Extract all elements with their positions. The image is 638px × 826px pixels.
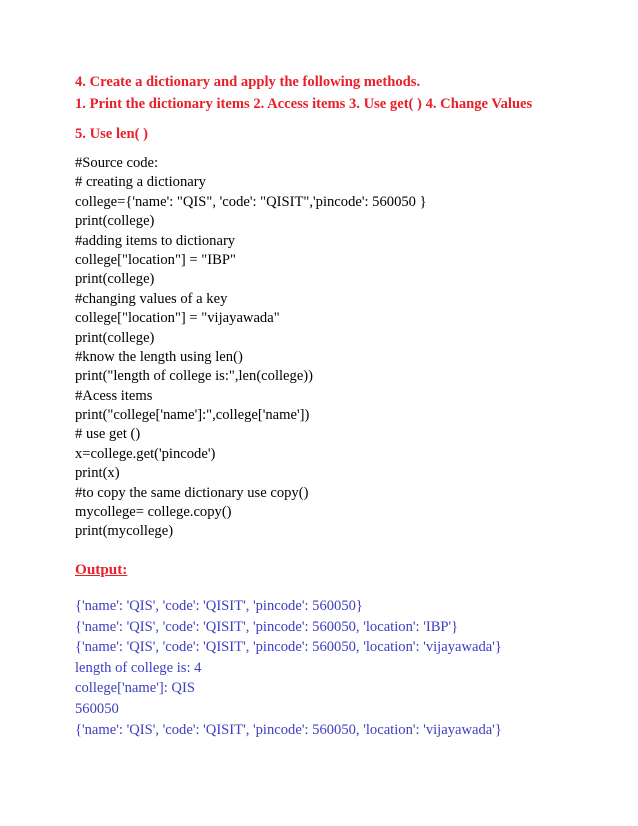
output-line: {'name': 'QIS', 'code': 'QISIT', 'pincode': 560050} (75, 598, 363, 614)
code-line: college["location"] = "IBP" (75, 251, 236, 268)
output-line: length of college is: 4 (75, 659, 202, 676)
output-line: 560050 (75, 700, 119, 717)
code-line: print(x) (75, 465, 120, 482)
output-line: {'name': 'QIS', 'code': 'QISIT', 'pincode': 560050, 'location': 'IBP'} (75, 618, 459, 635)
code-line: #know the length using len() (75, 348, 243, 365)
task-heading: 4. Create a dictionary and apply the following methods. (75, 74, 421, 90)
code-line: print(college) (75, 271, 155, 288)
code-line: #Source code: (75, 155, 159, 171)
code-line: print("college['name']:",college['name']) (75, 407, 310, 424)
output-line: college['name']: QIS (75, 680, 195, 697)
code-line: #to copy the same dictionary use copy() (75, 484, 309, 501)
code-line: college["location"] = "vijayawada" (75, 310, 280, 327)
output-line: {'name': 'QIS', 'code': 'QISIT', 'pincode': 560050, 'location': 'vijayawada'} (75, 639, 502, 656)
task-subheading-methods: 1. Print the dictionary items 2. Access items 3. Use get( ) 4. Change Values (75, 96, 533, 112)
code-line: college={'name': "QIS", 'code': "QISIT",'pincode': 560050 } (75, 193, 427, 210)
code-line: mycollege= college.copy() (75, 504, 232, 521)
code-line: print(college) (75, 213, 155, 230)
output-line: {'name': 'QIS', 'code': 'QISIT', 'pincode': 560050, 'location': 'vijayawada'} (75, 721, 502, 738)
task-subheading-len: 5. Use len( ) (75, 126, 148, 142)
code-line: x=college.get('pincode') (75, 445, 216, 462)
code-line: # creating a dictionary (75, 174, 206, 191)
source-code-block (75, 154, 427, 542)
code-line: print(mycollege) (75, 523, 174, 540)
code-line: print("length of college is:",len(college)) (75, 368, 314, 385)
code-line: # use get () (75, 426, 141, 443)
code-line: #changing values of a key (75, 290, 228, 307)
output-label: Output: (75, 561, 128, 578)
program-output-block (75, 596, 502, 740)
code-line: print(college) (75, 329, 155, 346)
code-line: #adding items to dictionary (75, 232, 236, 249)
code-line: #Acess items (75, 387, 153, 404)
